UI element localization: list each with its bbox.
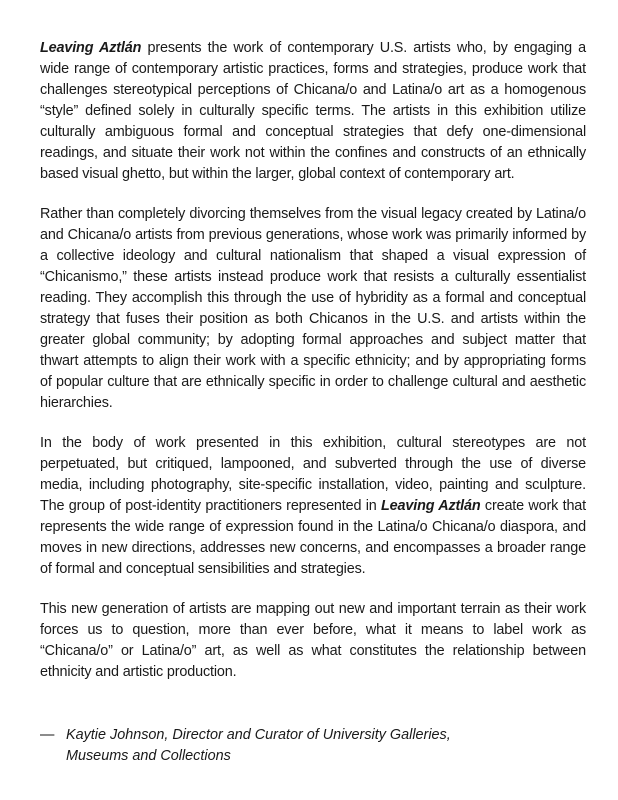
paragraph-legacy (40, 204, 586, 414)
paragraph-body-of-work-text-before: In the body of work presented in this exhibition, cultural stereotypes are not perpetuated, but critiqued, lampooned, and subverted through the use of diverse media, including photography, site-specific installation, video, painting and sculpture. The group of post-identity practitioners represented in (40, 435, 586, 514)
document-page (40, 38, 586, 767)
attribution-line-1: Kaytie Johnson, Director and Curator of University Galleries, (66, 727, 451, 743)
paragraph-new-generation-text: This new generation of artists are mapping out new and important terrain as their work forces us to question, more than ever before, what it means to label work as “Chicana/o” or Latina/o” art, as well as what constitutes the relationship between ethnicity and artistic production. (40, 601, 586, 680)
exhibition-title-inline-2: Leaving Aztlán (381, 498, 481, 514)
paragraph-body-of-work-text-after: create work that represents the wide range of expression found in the Latina/o Chicana/o diaspora, and moves in new directions, addresses new concerns, and encompasses a broader range of formal and conceptual sensibilities and strategies. (40, 498, 587, 577)
paragraph-intro-text: presents the work of contemporary U.S. artists who, by engaging a wide range of contemporary artistic practices, forms and strategies, produce work that challenges stereotypical perceptions of Chicana/o and Latina/o art as a homogenous “style” defined solely in culturally specific terms. The artists in this exhibition utilize culturally ambiguous formal and conceptual strategies that defy one-dimensional readings, and situate their work not within the confines and constructs of an ethnically based visual ghetto, but within the larger, global context of contemporary art. (40, 40, 586, 182)
attribution (40, 725, 586, 767)
exhibition-title-inline: Leaving Aztlán (40, 40, 142, 56)
paragraph-new-generation (40, 599, 586, 683)
attribution-line-2: Museums and Collections (66, 748, 231, 764)
attribution-dash: — (40, 727, 55, 743)
attribution-text (66, 725, 451, 767)
paragraph-intro (40, 38, 586, 185)
paragraph-legacy-text: Rather than completely divorcing themselves from the visual legacy created by Latina/o and Chicana/o artists from previous generations, whose work was primarily informed by a collective ideology and cultural nationalism that shaped a visual expression of “Chicanismo,” these artists instead produce work that resists a culturally essentialist reading. They accomplish this through the use of hybridity as a formal and conceptual strategy that fuses their position as both Chicanos in the U.S. and artists within the greater global community; by adopting formal approaches and subject matter that thwart attempts to align their work with a specific ethnicity; and by appropriating forms of popular culture that are ethnically specific in order to challenge cultural and aesthetic hierarchies. (40, 206, 586, 411)
paragraph-body-of-work (40, 433, 586, 580)
